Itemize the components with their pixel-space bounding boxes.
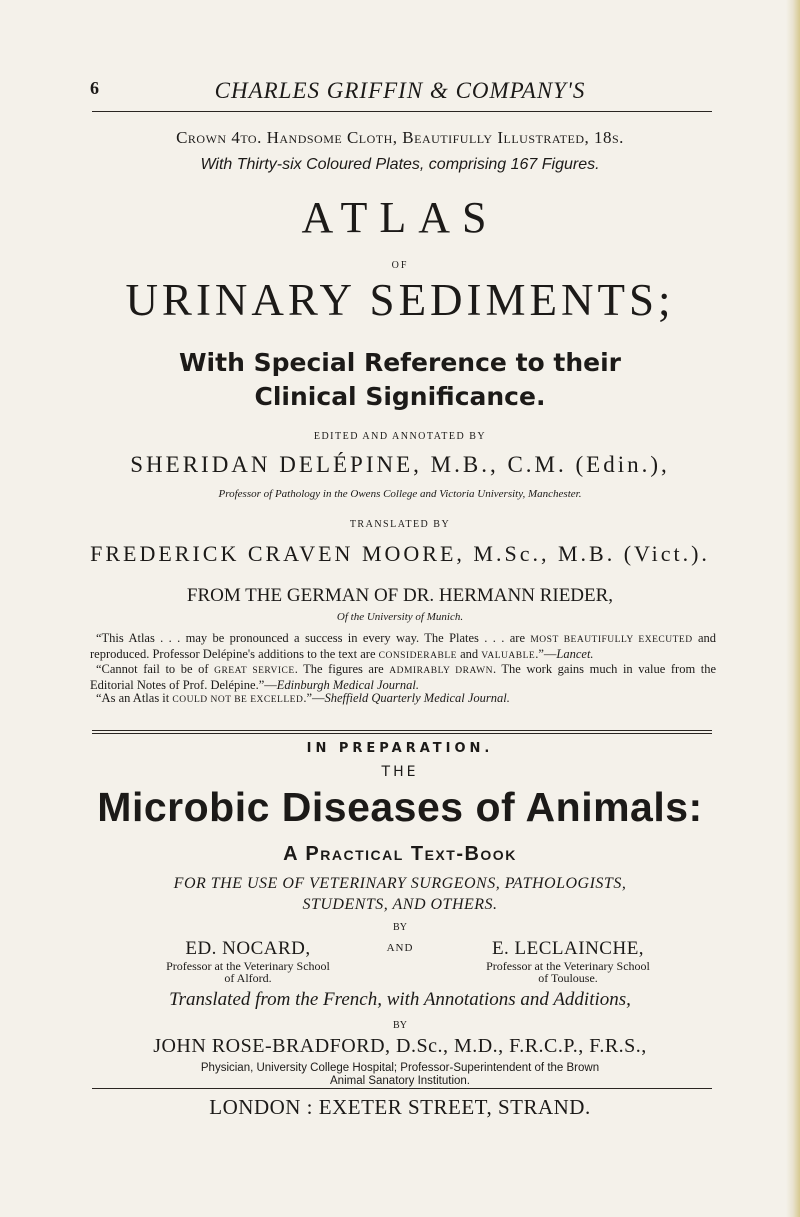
page-edge [786,0,800,1217]
author-affiliation: Of the University of Munich. [336,611,464,623]
in-preparation-label: IN PREPARATION. [306,741,494,756]
atlas-plates-line: With Thirty-six Coloured Plates, comprising 167 Figures. [200,156,600,173]
intended-audience: FOR THE USE OF VETERINARY SURGEONS, PATHOLOGISTS, STUDENTS, AND OTHERS. [173,875,627,913]
author-nocard: ED. NOCARD, Professor at the Veterinary School of Alford. [166,938,330,985]
atlas-format-line: Crown 4to. Handsome Cloth, Beautifully Illustrated, 18s. [176,128,624,147]
edited-label: EDITED AND ANNOTATED BY [313,431,487,442]
press-reviews [90,632,716,708]
footer-rule [92,1088,712,1089]
by-label: BY [393,922,407,933]
atlas-of: OF [391,260,409,271]
translated-label: TRANSLATED BY [349,519,451,530]
header-rule [92,111,712,112]
atlas-subtitle-line1: With Special Reference to their [178,348,622,377]
editor-name: SHERIDAN DELÉPINE, M.B., C.M. (Edin.), [130,452,670,477]
running-title: CHARLES GRIFFIN & COMPANY'S [214,78,586,103]
page-number: 6 [90,78,99,98]
review-lancet: “This Atlas . . . may be pronounced a success in every way. The Plates . . . are MOST BEAUTIFULLY EXECUTED and reproduced. Professor Delépine's additions to the text are CONSIDERABLE and VALUABLE.”—Lancet. [90,631,716,661]
by-label-2: BY [393,1020,407,1031]
and-label: AND [386,942,414,954]
translator-name: FREDERICK CRAVEN MOORE, M.Sc., M.B. (Vict.). [90,541,710,566]
translator-rose-bradford: JOHN ROSE-BRADFORD, D.Sc., M.D., F.R.C.P., F.R.S., [153,1035,647,1057]
section-rule-bottom [92,733,712,734]
microbic-title: Microbic Diseases of Animals: [97,784,703,830]
from-author-line: FROM THE GERMAN OF DR. HERMANN RIEDER, [186,585,614,606]
the-label: THE [381,764,419,780]
atlas-main-title: URINARY SEDIMENTS; [125,275,675,325]
atlas-subtitle-line2: Clinical Significance. [254,382,546,411]
author-leclainche: E. LECLAINCHE, Professor at the Veterinary School of Toulouse. [486,938,650,985]
translator-affiliation: Physician, University College Hospital; Professor-Superintendent of the Brown Animal Sanatory Institution. [200,1062,600,1087]
translated-from-line: Translated from the French, with Annotations and Additions, [169,989,631,1010]
atlas-title: ATLAS [301,193,499,242]
editor-title: Professor of Pathology in the Owens College and Victoria University, Manchester. [218,488,582,500]
review-edinburgh: “Cannot fail to be of GREAT SERVICE. The figures are ADMIRABLY DRAWN. The work gains much in value from the Editorial Notes of Prof. Delépine.”—Edinburgh Medical Journal. [90,662,717,692]
review-sheffield: “As an Atlas it COULD NOT BE EXCELLED.”—Sheffield Quarterly Medical Journal. [96,691,510,705]
atlas-subtitle [80,346,720,414]
section-rule-top [92,730,712,731]
microbic-subtitle: A Practical Text-Book [283,843,517,865]
publisher-imprint: LONDON : EXETER STREET, STRAND. [209,1095,591,1119]
